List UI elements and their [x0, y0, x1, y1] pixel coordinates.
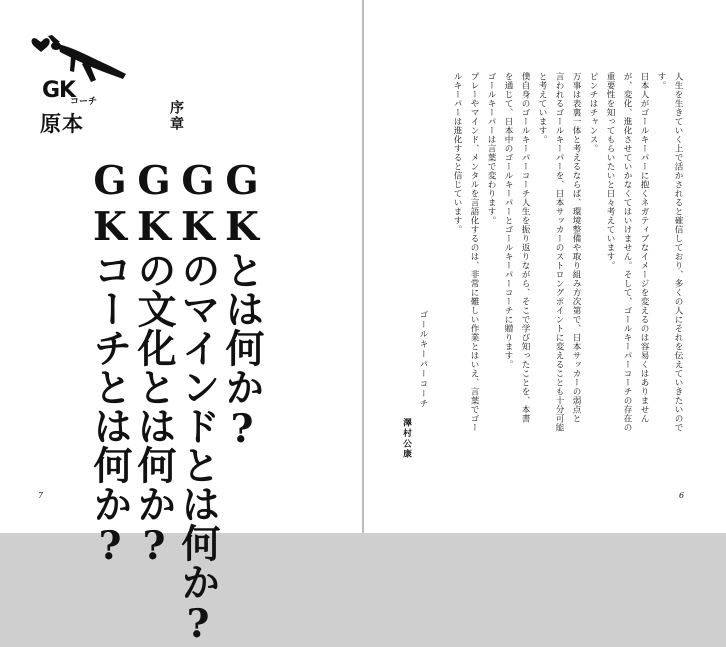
body-line: 人生を生きていく上で活かされると確信しており、多くの人にそれを伝えていきたいので — [673, 72, 683, 432]
chapter-label — [166, 100, 186, 151]
title-line-4: GKコーチとは何か? — [87, 158, 133, 569]
body-line: ゴールキーパーは言葉で変わります。 — [486, 72, 496, 225]
logo-name: 原本 — [40, 111, 84, 136]
logo — [30, 32, 130, 136]
heart-icon — [32, 38, 50, 52]
body-line: を通じて、日本中のゴールキーパーとゴールキーパーコーチに贈ります。 — [503, 72, 513, 369]
body-line: 日本人がゴールキーパーに抱くネガティブなイメージを変えるのは容易くはありません — [639, 72, 649, 423]
page-number-left: 7 — [38, 491, 44, 500]
body-line: と考えています。 — [537, 72, 547, 144]
body-line: ピンチはチャンス。 — [588, 72, 598, 153]
body-line: ルキーパーは進化すると信じています。 — [452, 72, 462, 234]
page-number-right: 6 — [679, 491, 685, 500]
title-line-3: GKの文化とは何か? — [131, 158, 177, 569]
body-line: 言われるゴールキーパーを、日本サッカーのストロングポイントに変えることも十分可能 — [554, 72, 564, 432]
left-page — [0, 0, 362, 647]
title-line-1: GKとは何か? — [219, 158, 265, 452]
logo-letters: GK — [42, 78, 76, 103]
body-line: 重要性を知ってもらいたいと日々考えています。 — [605, 72, 615, 270]
body-line: す。 — [656, 72, 666, 90]
logo-sub: コーチ — [70, 97, 98, 107]
body-line: プレーやマインド、メンタルを言語化するのは、非常に難しい作業とはいえ、言葉でゴー — [469, 72, 479, 432]
title-line-2: GKのマインドとは何か? — [175, 158, 221, 647]
body-line: 僕自身のゴールキーパーコーチ人生を振り返りながら、そこで学び知ったことを、本書 — [520, 72, 530, 423]
body-line: 万事は表裏一体と考えるならば、環境整備や取り組み方次第で、日本サッカーの弱点と — [571, 72, 581, 423]
body-line: が、変化、進化させていかなくてはいけません。そして、ゴールキーパーコーチの存在の — [622, 72, 632, 432]
chapter-label-text: 序章 — [168, 100, 184, 132]
signature-name: 澤村公康 — [401, 418, 411, 460]
signature-role: ゴールキーパーコーチ — [419, 310, 429, 409]
